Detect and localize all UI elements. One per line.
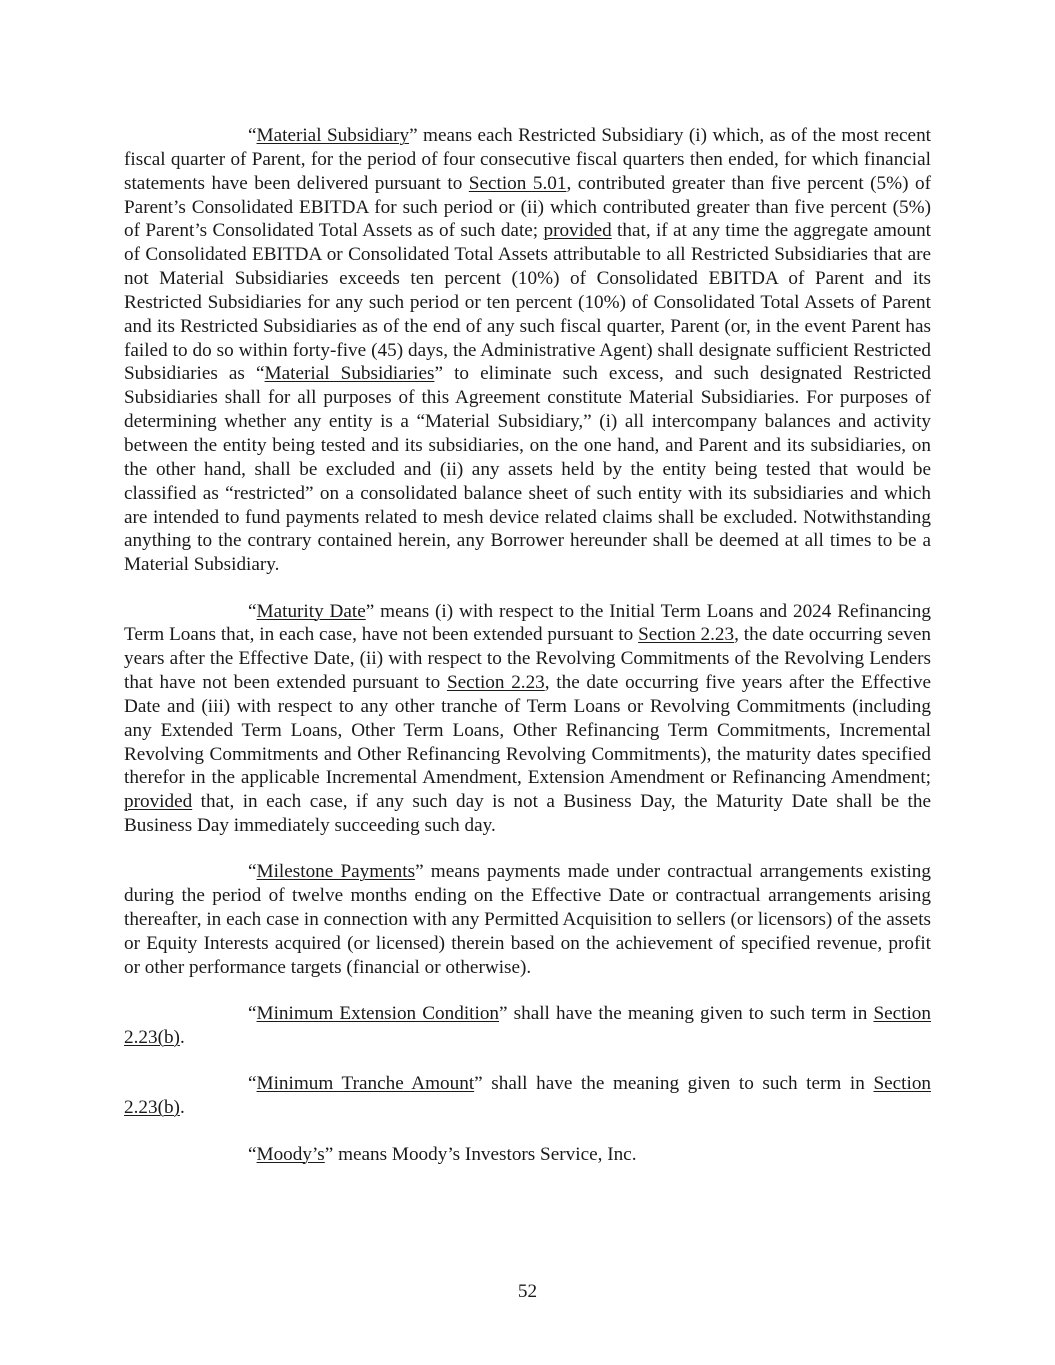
definition-text: ” to eliminate such excess, and such designated Restricted Subsidiaries shall for all purposes of this Agreement constitute Material Subsidiaries. For purposes of determining whether any entity is a “Material Subsidiary,” (i) all intercompany balances and activity between the entity being tested and its subsidiaries, on the one hand, and Parent and its subsidiaries, on the other hand, shall be excluded and (ii) any assets held by the entity being tested that would be classified as “restricted” on a consolidated balance sheet of such entity with its subsidiaries and which are intended to fund payments related to mesh device related claims shall be excluded. Notwithstanding anything to the contrary contained herein, any Borrower hereunder shall be deemed at all times to be a Material Subsidiary. (124, 363, 931, 576)
definition-minimum-extension-condition (124, 1002, 931, 1050)
defined-term: Minimum Tranche Amount (256, 1073, 475, 1095)
defined-term: Maturity Date (256, 600, 366, 622)
definition-text: ” means (i) with respect to the Initial Term Loans and 2024 Refinancing Term Loans that, in each case, have not been extended pursuant to (124, 600, 931, 646)
section-reference: Section 2.23(b) (124, 1003, 931, 1049)
definition-text: ” means Moody’s Investors Service, Inc. (324, 1143, 637, 1165)
definition-text: ” means each Restricted Subsidiary (i) which, as of the most recent fiscal quarter of Parent, for the period of four consecutive fiscal quarters then ended, for which financial statements have been delivered pursuant to (124, 125, 931, 194)
definition-text: , the date occurring seven years after the Effective Date, (ii) with respect to the Revolving Commitments of the Revolving Lenders that have not been extended pursuant to (124, 624, 931, 694)
definition-milestone-payments (124, 860, 931, 979)
definition-text: “ (248, 1073, 257, 1095)
definition-text: . (179, 1027, 185, 1049)
defined-term: Material Subsidiaries (264, 363, 435, 385)
definition-text: “ (248, 861, 257, 883)
definition-text: “ (248, 1143, 257, 1165)
defined-term: Moody’s (256, 1143, 325, 1165)
definition-text: , contributed greater than five percent (5%) of Parent’s Consolidated EBITDA for such period or (ii) which contributed greater than five percent (5%) of Parent’s Consolidated Total Assets as of such date; (124, 172, 931, 242)
section-reference: Section 2.23(b) (124, 1073, 932, 1119)
defined-term: Milestone Payments (256, 861, 416, 883)
defined-term: Material Subsidiary (256, 125, 410, 146)
section-reference: Section 2.23 (446, 672, 545, 694)
definition-text: ” shall have the meaning given to such term in (474, 1073, 874, 1095)
provided-emphasis: provided (124, 791, 193, 813)
definition-text: , the date occurring five years after the Effective Date and (iii) with respect to any other tranche of Term Loans or Revolving Commitments (including any Extended Term Loans, Other Term Loans, Other Refinancing Term Commitments, Incremental Revolving Commitments and Other Refinancing Revolving Commitments), the maturity dates specified therefor in the applicable Incremental Amendment, Extension Amendment or Refinancing Amendment; (124, 672, 931, 789)
definition-text: ” means payments made under contractual arrangements existing during the period of twelve months ending on the Effective Date or contractual arrangements arising thereafter, in each case in connection with any Permitted Acquisition to sellers (or licensors) of the assets or Equity Interests acquired (or licensed) therein based on the achievement of specified revenue, profit or other performance targets (financial or otherwise). (124, 861, 931, 978)
definition-text: . (179, 1097, 185, 1119)
definition-text: “ (248, 600, 257, 622)
definition-text: that, if at any time the aggregate amount of Consolidated EBITDA or Consolidated Total Assets attributable to all Restricted Subsidiaries that are not Material Subsidiaries exceeds ten percent (10%) of Consolidated EBITDA of Parent and its Restricted Subsidiaries for any such period or ten percent (10%) of Consolidated Total Assets of Parent and its Restricted Subsidiaries as of the end of any such fiscal quarter, Parent (or, in the event Parent has failed to do so within forty-five (45) days, the Administrative Agent) shall designate sufficient Restricted Subsidiaries as “ (124, 220, 931, 385)
definition-minimum-tranche-amount (124, 1072, 931, 1120)
document-page (124, 124, 931, 1189)
page-number: 52 (517, 1281, 538, 1302)
definition-maturity-date (124, 600, 931, 838)
section-reference: Section 5.01 (468, 172, 567, 194)
defined-term: Minimum Extension Condition (256, 1003, 500, 1025)
definition-text: ” shall have the meaning given to such term in (499, 1003, 874, 1025)
definition-moodys (124, 1143, 931, 1167)
definition-text: “ (248, 125, 257, 146)
section-reference: Section 2.23 (638, 624, 735, 646)
definition-material-subsidiary (124, 124, 931, 577)
provided-emphasis: provided (543, 220, 612, 242)
definition-text: that, in each case, if any such day is not a Business Day, the Maturity Date shall be the Business Day immediately succeeding such day. (124, 791, 931, 837)
definition-text: “ (248, 1003, 257, 1025)
